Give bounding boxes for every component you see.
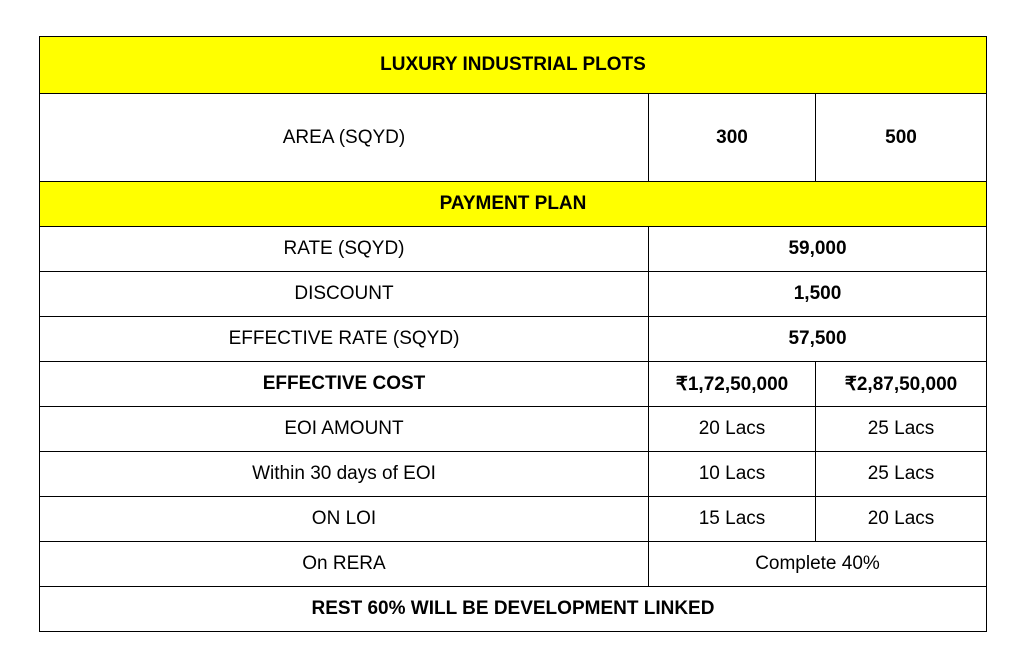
within30-plot-a: 10 Lacs	[649, 452, 816, 497]
effective-rate-label: EFFECTIVE RATE (SQYD)	[40, 317, 649, 362]
section-row	[40, 182, 987, 227]
within30-row	[40, 452, 987, 497]
eoi-row	[40, 407, 987, 452]
effective-cost-plot-a: ₹1,72,50,000	[649, 362, 816, 407]
section-heading: PAYMENT PLAN	[40, 182, 987, 227]
rera-value: Complete 40%	[649, 542, 987, 587]
area-row	[40, 94, 987, 182]
footer-note: REST 60% WILL BE DEVELOPMENT LINKED	[40, 587, 987, 632]
rate-label: RATE (SQYD)	[40, 227, 649, 272]
within30-plot-b: 25 Lacs	[816, 452, 987, 497]
loi-label: ON LOI	[40, 497, 649, 542]
loi-row	[40, 497, 987, 542]
area-plot-a: 300	[649, 94, 816, 182]
discount-label: DISCOUNT	[40, 272, 649, 317]
discount-row	[40, 272, 987, 317]
area-plot-b: 500	[816, 94, 987, 182]
effective-cost-label: EFFECTIVE COST	[40, 362, 649, 407]
loi-plot-a: 15 Lacs	[649, 497, 816, 542]
eoi-label: EOI AMOUNT	[40, 407, 649, 452]
eoi-plot-b: 25 Lacs	[816, 407, 987, 452]
discount-value: 1,500	[649, 272, 987, 317]
rate-value: 59,000	[649, 227, 987, 272]
loi-plot-b: 20 Lacs	[816, 497, 987, 542]
effective-rate-value: 57,500	[649, 317, 987, 362]
rate-row	[40, 227, 987, 272]
title-row	[40, 37, 987, 94]
table-title: LUXURY INDUSTRIAL PLOTS	[40, 37, 987, 94]
effective-cost-row	[40, 362, 987, 407]
footer-row	[40, 587, 987, 632]
effective-cost-plot-b: ₹2,87,50,000	[816, 362, 987, 407]
eoi-plot-a: 20 Lacs	[649, 407, 816, 452]
rera-row	[40, 542, 987, 587]
area-label: AREA (SQYD)	[40, 94, 649, 182]
effective-rate-row	[40, 317, 987, 362]
rera-label: On RERA	[40, 542, 649, 587]
payment-plan-table	[39, 36, 987, 632]
within30-label: Within 30 days of EOI	[40, 452, 649, 497]
